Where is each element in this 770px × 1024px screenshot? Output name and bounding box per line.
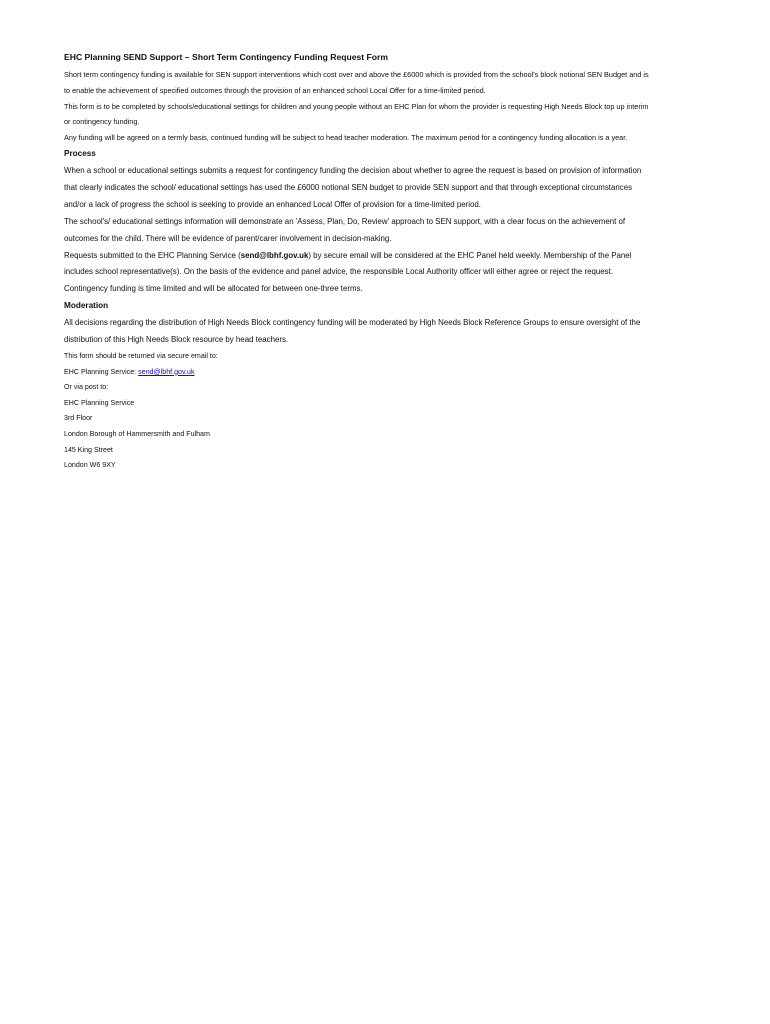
intro-paragraph-1 xyxy=(64,67,724,99)
text-line: Short term contingency funding is available for SEN support interventions which cost over and above the £6000 which is provided from the school's block notional SEN Budget and is xyxy=(64,70,649,79)
text-line: or contingency funding. xyxy=(64,117,140,127)
process-heading: Process xyxy=(64,148,96,158)
service-email-link[interactable]: send@lbhf.gov.uk xyxy=(138,367,195,376)
moderation-heading: Moderation xyxy=(64,301,109,311)
service-label: EHC Planning Service: xyxy=(64,367,139,376)
text-line: includes school representative(s). On the basis of the evidence and panel advice, the responsible Local Authority officer will either agree or reject the request. xyxy=(64,267,614,277)
text-line xyxy=(64,248,724,265)
address-line-4: 145 King Street xyxy=(64,445,113,454)
text-line: outcomes for the child. There will be evidence of parent/carer involvement in decision-making. xyxy=(64,233,392,243)
text-line: that clearly indicates the school/ educational settings has used the £6000 notional SEN budget to provide SEN support and that through exceptional circumstances xyxy=(64,182,633,192)
service-email-line xyxy=(64,365,724,381)
process-email: send@lbhf.gov.uk xyxy=(240,250,309,260)
post-note: Or via post to: xyxy=(64,383,109,392)
process-paragraph-2 xyxy=(64,214,724,248)
text-line: Any funding will be agreed on a termly basis, continued funding will be subject to head teacher moderation. The maximum period for a contingency funding allocation is a year. xyxy=(64,133,628,143)
document-page xyxy=(64,46,724,474)
address-line-3: London Borough of Hammersmith and Fulham xyxy=(64,430,210,439)
process-paragraph-3 xyxy=(64,248,724,299)
process-paragraph-1 xyxy=(64,163,724,214)
moderation-paragraph xyxy=(64,315,724,349)
text-line: This form is to be completed by schools/educational settings for children and young people without an EHC Plan for whom the provider is requesting High Needs Block top up interim xyxy=(64,101,649,111)
text-line: and/or a lack of progress the school is seeking to provide an enhanced Local Offer of provision for a time-limited period. xyxy=(64,199,481,209)
intro-paragraph-3 xyxy=(64,130,724,146)
text-segment: ) by secure email will be considered at the EHC Panel held weekly. Membership of the Panel xyxy=(308,250,632,260)
intro-paragraph-2 xyxy=(64,99,724,131)
document-title: EHC Planning SEND Support – Short Term Contingency Funding Request Form xyxy=(64,52,389,62)
text-line: The school's/ educational settings information will demonstrate an 'Assess, Plan, Do, Review' approach to SEN support, with a clear focus on the achievement of xyxy=(64,216,626,226)
text-line: Contingency funding is time limited and will be allocated for between one-three terms. xyxy=(64,284,363,294)
text-line: distribution of this High Needs Block resource by head teachers. xyxy=(64,335,289,345)
text-line: When a school or educational settings submits a request for contingency funding the decision about whether to agree the request is based on provision of information xyxy=(64,165,642,175)
text-segment: Requests submitted to the EHC Planning Service ( xyxy=(64,250,241,260)
text-line: All decisions regarding the distribution of High Needs Block contingency funding will be moderated by High Needs Block Reference Groups to ensure oversight of the xyxy=(64,318,641,328)
address-line-5: London W6 9XY xyxy=(64,461,116,470)
address-line-1: EHC Planning Service xyxy=(64,398,135,407)
text-line: to enable the achievement of specified outcomes through the provision of an enhanced school Local Offer for a time-limited period. xyxy=(64,85,486,95)
return-note: This form should be returned via secure email to: xyxy=(64,352,218,361)
address-line-2: 3rd Floor xyxy=(64,414,93,423)
